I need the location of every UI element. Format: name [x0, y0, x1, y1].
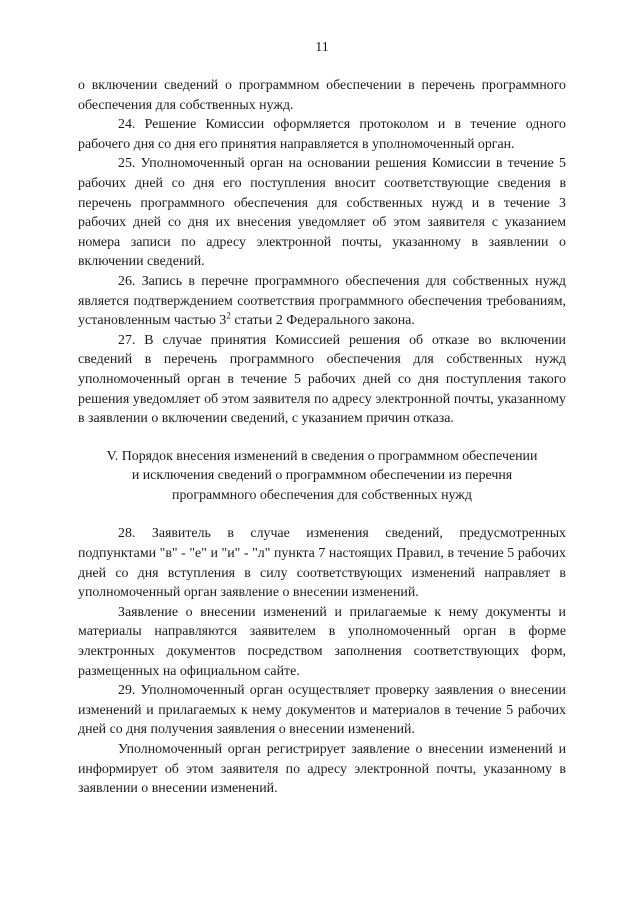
- paragraph-28-continued: Заявление о внесении изменений и прилагаемые к нему документы и материалы направляются заявителем в уполномоченный орган в форме электронных документов посредством заполнения соответствующих форм, размещенных на официальном сайте.: [78, 604, 566, 679]
- paragraph-continuation: о включении сведений о программном обеспечении в перечень программного обеспечения для собственных нужд.: [78, 78, 566, 113]
- paragraph-26-text-end: статьи 2 Федерального закона.: [230, 313, 415, 329]
- paragraph-26-superscript: 2: [226, 310, 231, 321]
- section-heading-line: V. Порядок внесения изменений в сведения о программном обеспечении: [106, 448, 538, 464]
- section-heading-line: программного обеспечения для собственных нужд: [172, 487, 472, 503]
- paragraph-24: 24. Решение Комиссии оформляется протоколом и в течение одного рабочего дня со дня его принятия направляется в уполномоченный орган.: [78, 117, 566, 152]
- paragraph-29-continued: Уполномоченный орган регистрирует заявление о внесении изменений и информирует об этом заявителя по адресу электронной почты, указанному в заявлении о внесении изменений.: [78, 742, 566, 797]
- paragraph-26: [78, 272, 566, 331]
- document-body: [78, 76, 566, 799]
- paragraph-29: 29. Уполномоченный орган осуществляет проверку заявления о внесении изменений и прилагаемых к нему документов и материалов в течение 5 рабочих дней со дня получения заявления о внесении изменений.: [78, 683, 566, 738]
- page-number: 11: [315, 40, 329, 55]
- paragraph-27: 27. В случае принятия Комиссией решения об отказе во включении сведений в перечень программного обеспечения для собственных нужд уполномоченный орган в течение 5 рабочих дней со дня поступления такого решения уведомляет об этом заявителя по адресу электронной почты, указанному в заявлении о включении сведений, с указанием причин отказа.: [78, 332, 566, 427]
- paragraph-28: 28. Заявитель в случае изменения сведений, предусмотренных подпунктами "в" - "е" и "и" - "л" пункта 7 настоящих Правил, в течение 5 рабочих дней со дня вступления в силу соответствующих изменений направляет в уполномоченный орган заявление о внесении изменений.: [78, 526, 566, 601]
- section-heading: [78, 447, 566, 506]
- paragraph-26-text-start: 26. Запись в перечне программного обеспечения для собственных нужд является подтверждением соответствия программного обеспечения требованиям, установленным частью 3: [78, 273, 566, 329]
- paragraph-25: 25. Уполномоченный орган на основании решения Комиссии в течение 5 рабочих дней со дня его поступления вносит соответствующие сведения в перечень программного обеспечения для собственных нужд и в течение 3 рабочих дней со дня их внесения уведомляет об этом заявителя с указанием номера записи по адресу электронной почты, указанному в заявлении о включении сведений.: [78, 156, 566, 270]
- section-heading-line: и исключения сведений о программном обеспечении из перечня: [131, 468, 513, 484]
